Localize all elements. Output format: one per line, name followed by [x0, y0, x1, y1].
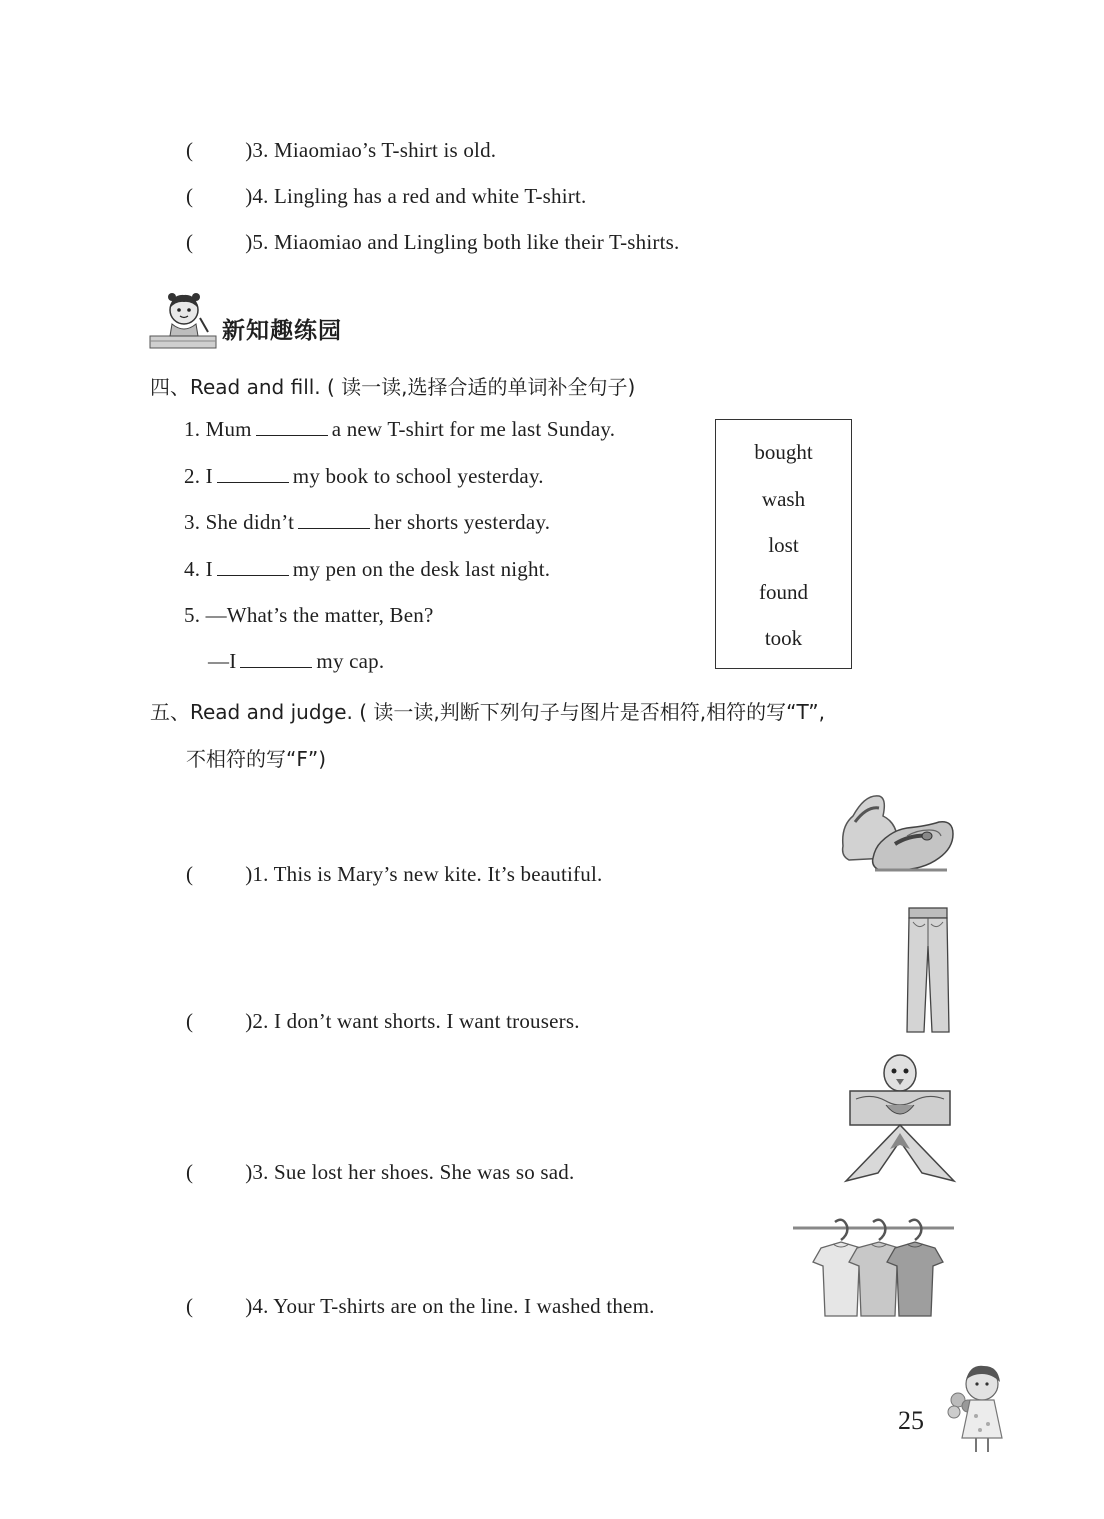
fill-item-5-answer: —I my cap. [208, 649, 385, 673]
word-bank-item: took [764, 626, 803, 650]
judge-item-3: ( )3. Miaomiao’s T-shirt is old. [186, 138, 497, 162]
section-title: 新知趣练园 [222, 318, 342, 344]
kite-icon [842, 1053, 957, 1183]
section-banner [148, 288, 408, 352]
word-bank-item: lost [768, 533, 799, 557]
judge-item-3: ( )3. Sue lost her shoes. She was so sad. [186, 1160, 575, 1184]
fill-item-1: 1. Mum a new T-shirt for me last Sunday. [184, 417, 616, 441]
fill-blank[interactable] [217, 557, 289, 576]
section4-heading: 四、Read and fill. ( 读一读,选择合适的单词补全句子) [150, 375, 636, 399]
word-bank-item: found [759, 580, 808, 604]
judge-item-1: ( )1. This is Mary’s new kite. It’s beautiful. [186, 862, 603, 886]
fill-item-5-question: 5. —What’s the matter, Ben? [184, 603, 434, 627]
girl-writing-icon [148, 288, 220, 352]
fill-blank[interactable] [256, 417, 328, 436]
trousers-icon [903, 906, 953, 1036]
judge-item-4: ( )4. Lingling has a red and white T-shirt. [186, 184, 587, 208]
girl-with-flowers-icon [940, 1360, 1018, 1456]
section5-heading-line2: 不相符的写“F”) [186, 747, 327, 771]
fill-blank[interactable] [240, 649, 312, 668]
section5-heading-line1: 五、Read and judge. ( 读一读,判断下列句子与图片是否相符,相符的写“T”, [150, 700, 825, 724]
fill-blank[interactable] [217, 464, 289, 483]
fill-item-3: 3. She didn’t her shorts yesterday. [184, 510, 551, 534]
judge-item-4: ( )4. Your T-shirts are on the line. I washed them. [186, 1294, 655, 1318]
word-bank-item: wash [761, 487, 806, 511]
answer-paren-open[interactable]: ( [186, 138, 194, 162]
tshirts-on-line-icon [791, 1218, 956, 1320]
shoes-icon [835, 786, 957, 886]
fill-item-4: 4. I my pen on the desk last night. [184, 557, 551, 581]
fill-item-2: 2. I my book to school yesterday. [184, 464, 544, 488]
word-bank-box [715, 419, 852, 669]
fill-blank[interactable] [298, 510, 370, 529]
judge-item-2: ( )2. I don’t want shorts. I want trousers. [186, 1009, 580, 1033]
page-number: 25 [898, 1406, 924, 1435]
word-bank-item: bought [754, 440, 813, 464]
judge-item-5: ( )5. Miaomiao and Lingling both like their T-shirts. [186, 230, 680, 254]
